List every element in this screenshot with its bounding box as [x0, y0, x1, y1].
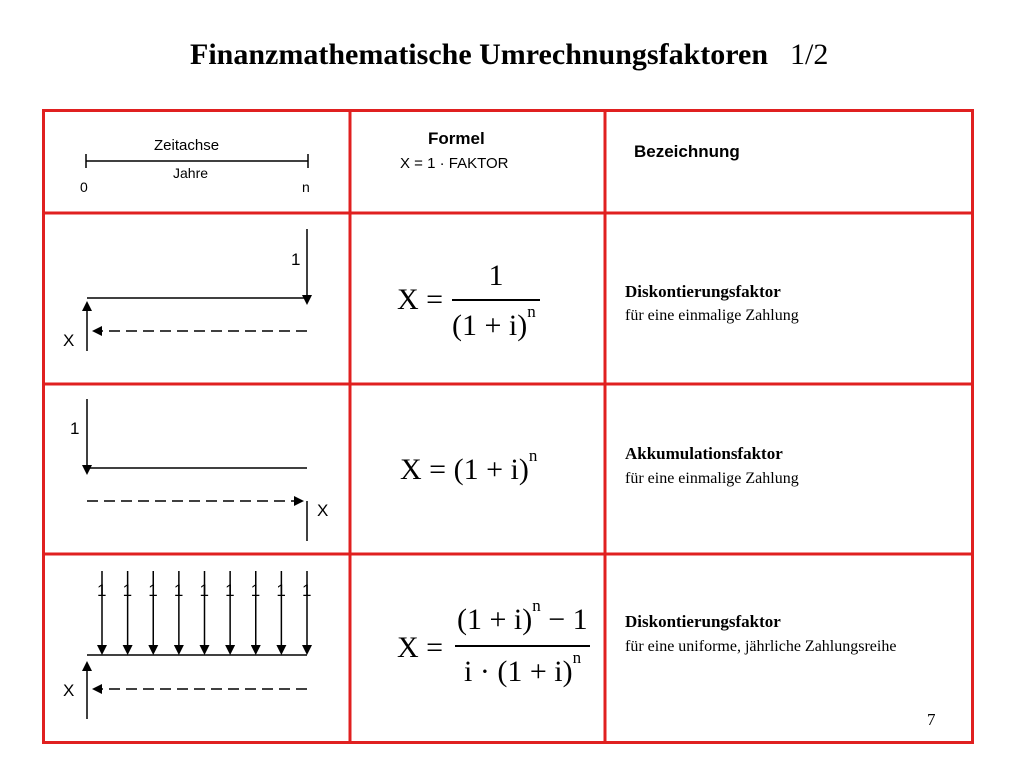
- formula-expression: X = 1 · FAKTOR: [400, 155, 509, 172]
- payment-label: 1: [122, 581, 133, 600]
- payment-label: 1: [199, 581, 209, 600]
- payment-label: 1: [225, 581, 235, 600]
- page-number: 7: [927, 710, 936, 729]
- row1-fraction-bar: [452, 299, 540, 301]
- row2-description-title: Akkumulationsfaktor: [625, 444, 783, 463]
- row3-result-label: X: [63, 681, 75, 700]
- row3-formula-denominator: $i \cdot (1 + i)^n$: [464, 648, 582, 688]
- row1-formula-numerator: 1: [488, 259, 504, 292]
- row2-cashflow-diagram: [62, 389, 342, 549]
- payment-label: 1: [276, 581, 286, 600]
- payment-label: 1: [148, 581, 158, 600]
- row1-formula-denominator: $(1 + i)^n$: [452, 302, 536, 342]
- row1-description-subtitle: für eine einmalige Zahlung: [625, 307, 799, 324]
- description-header: Bezeichnung: [634, 142, 740, 161]
- row2-payment-label: 1: [70, 419, 80, 438]
- payment-label: 1: [173, 581, 184, 600]
- row3-formula-lhs: X =: [397, 631, 444, 664]
- factor-table: [42, 109, 974, 744]
- row1-result-label: X: [63, 331, 75, 350]
- row3-fraction-bar: [455, 645, 590, 647]
- row3-description-title: Diskontierungsfaktor: [625, 612, 781, 631]
- row2-description-subtitle: für eine einmalige Zahlung: [625, 470, 799, 487]
- row1-payment-label: 1: [291, 250, 301, 269]
- timeline-label: Zeitachse: [154, 137, 220, 154]
- row3-description-subtitle: für eine uniforme, jährliche Zahlungsreihe: [625, 638, 897, 655]
- row1-description-title: Diskontierungsfaktor: [625, 282, 781, 301]
- payment-label: 1: [97, 581, 107, 600]
- row2-formula: $X = (1 + i)^n$: [400, 446, 538, 486]
- row2-result-label: X: [317, 501, 329, 520]
- row3-formula-numerator: $(1 + i)^n - 1$: [457, 596, 588, 636]
- timeline-unit: Jahre: [173, 165, 209, 181]
- page-title: [0, 38, 1024, 72]
- payment-label: 1: [250, 581, 261, 600]
- payment-label: 1: [302, 581, 312, 600]
- formula-header: Formel: [428, 129, 485, 148]
- row1-cashflow-diagram: [62, 219, 342, 379]
- timeline-start: 0: [80, 179, 88, 195]
- title-main: Finanzmathematische Umrechnungsfaktoren: [190, 38, 769, 71]
- row1-formula-lhs: X =: [397, 283, 444, 316]
- timeline-end: n: [302, 179, 310, 195]
- title-part: 1/2: [790, 38, 829, 71]
